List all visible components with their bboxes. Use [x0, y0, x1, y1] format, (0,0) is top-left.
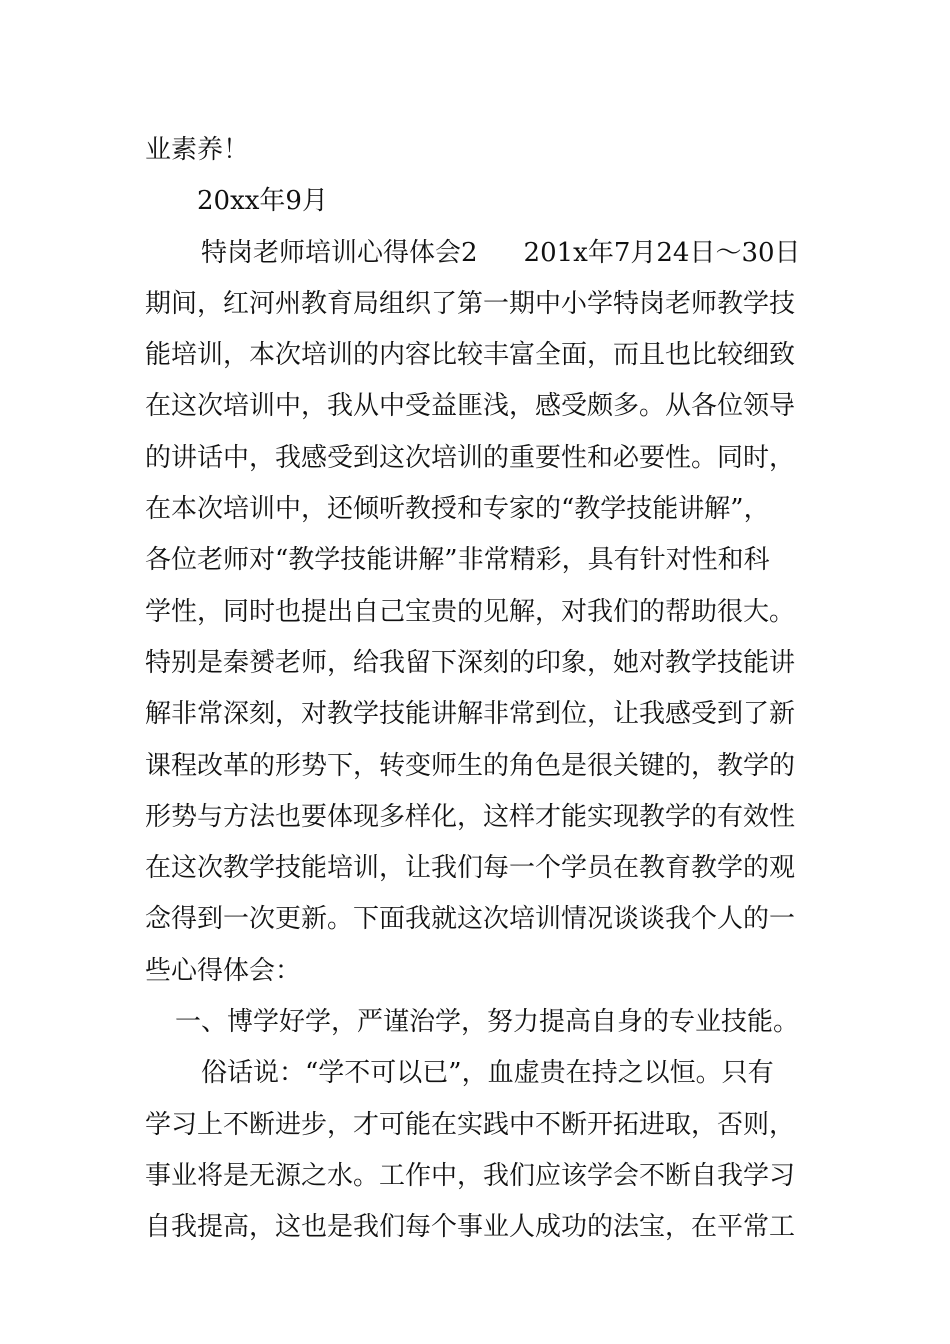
text-line: 些心得体会：: [145, 955, 302, 986]
date-line: 20xx年9月: [197, 186, 328, 217]
text-line: 课程改革的形势下，转变师生的角色是很关键的，教学的: [145, 750, 796, 781]
text-line: 学性，同时也提出自己宝贵的见解，对我们的帮助很大。: [145, 596, 796, 627]
heading-line: [145, 228, 810, 279]
text-line: 学习上不断进步，才可能在实践中不断开拓进取，否则，: [145, 1109, 796, 1140]
text-line: 解非常深刻，对教学技能讲解非常到位，让我感受到了新: [145, 699, 796, 730]
text-line: 特别是秦赟老师，给我留下深刻的印象，她对教学技能讲: [145, 647, 796, 678]
text-line: 念得到一次更新。下面我就这次培训情况谈谈我个人的一: [145, 904, 796, 935]
date-range: 201x年7月24日～30日: [523, 237, 801, 268]
text-line: 在这次教学技能培训，让我们每一个学员在教育教学的观: [145, 853, 796, 884]
text-line: 业素养！: [145, 135, 250, 165]
text-line: 自我提高，这也是我们每个事业人成功的法宝，在平常工: [145, 1212, 796, 1243]
section-title: 特岗老师培训心得体会2: [201, 237, 478, 268]
text-line: 能培训，本次培训的内容比较丰富全面，而且也比较细致: [145, 340, 796, 371]
text-line: 事业将是无源之水。工作中，我们应该学会不断自我学习: [145, 1160, 796, 1191]
text-line: 俗话说：“学不可以已”，血虚贵在持之以恒。只有: [201, 1058, 774, 1089]
subheading-line: 一、博学好学，严谨治学，努力提高自身的专业技能。: [175, 1007, 800, 1038]
text-line: 形势与方法也要体现多样化，这样才能实现教学的有效性: [145, 801, 796, 832]
text-line: 各位老师对“教学技能讲解”非常精彩，具有针对性和科: [145, 545, 770, 576]
document-body: [145, 125, 810, 1254]
text-line: 的讲话中，我感受到这次培训的重要性和必要性。同时，: [145, 442, 796, 473]
text-line: 在这次培训中，我从中受益匪浅，感受颇多。从各位领导: [145, 391, 796, 422]
text-line: 期间，红河州教育局组织了第一期中小学特岗老师教学技: [145, 288, 796, 319]
text-line: 在本次培训中，还倾听教授和专家的“教学技能讲解”，: [145, 494, 770, 525]
